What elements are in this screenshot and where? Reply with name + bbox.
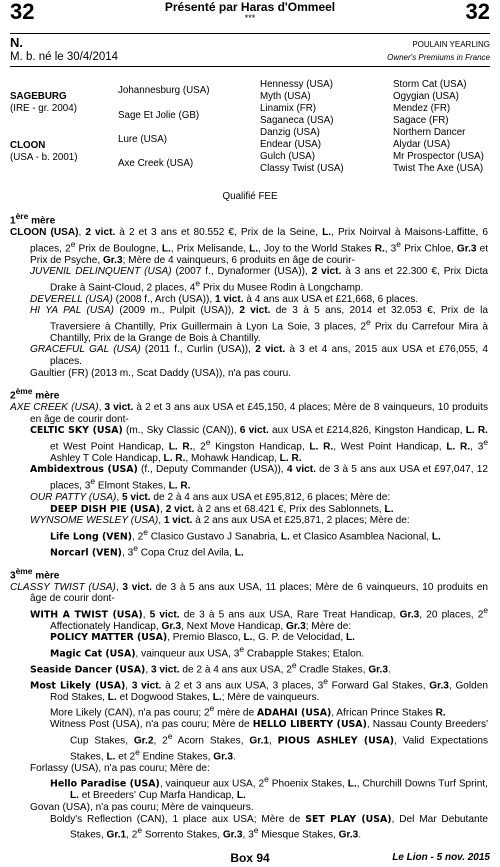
pedigree-dam	[10, 140, 78, 164]
produce-entry: WITH A TWIST (USA), 5 vict. de 3 à 5 ans aux USA, Rare Treat Handicap, Gr.3, 20 places, 2e Affectionately Handicap, Gr.3, Next Move Handicap, Gr.3; Mère de:	[30, 604, 488, 632]
gen3-item: Linamix (FR)	[260, 103, 317, 114]
produce-entry: Most Likely (USA), 3 vict. à 2 et 3 ans aux USA, 3 places, 3e Forward Gal Stakes, Gr.3, Golden Rod Stakes, L. et Dogwood Stakes, L.; Mère de vainqueurs.	[30, 675, 489, 703]
dam-record: AXE CREEK (USA), 3 vict. à 2 et 3 ans aux USA et £45,150, 4 places; Mère de 8 vainqueurs, 10 produits en âge de courir dont-	[10, 402, 488, 425]
section-label: mère	[31, 215, 56, 227]
pedigree-gen2-2: Sage Et Jolie (GB)	[118, 110, 200, 121]
dam-record: CLASSY TWIST (USA), 3 vict. de 3 à 5 ans aux USA, 11 places; Mère de 6 vainqueurs, 10 produits en âge de courir dont-	[10, 581, 488, 605]
gen4-item: Alydar (USA)	[393, 139, 451, 150]
produce-entry: OUR PATTY (USA), 5 vict. de 2 à 4 ans aux USA et £95,812, 6 places; Mère de:	[30, 491, 391, 503]
produce-entry: Boldy's Reflection (CAN), 1 place aux USA; Mère de SET PLAY (USA), Del Mar Debutante Stakes, Gr.1, 2e Sorrento Stakes, Gr.3, 3e Miesque Stakes, Gr.3.	[50, 813, 488, 841]
pedigree-gen2-4: Axe Creek (USA)	[118, 158, 194, 169]
pedigree-sire	[10, 91, 77, 115]
horse-description: M. b. né le 30/4/2014	[10, 51, 119, 63]
section-label: mère	[35, 390, 60, 402]
gen3-item: Classy Twist (USA)	[260, 163, 344, 174]
produce-entry: POLICY MATTER (USA), Premio Blasco, L., G. P. de Velocidad, L.	[50, 632, 355, 644]
section-heading-2: 2ème mère	[10, 386, 60, 402]
produce-entry: Hello Paradise (USA), vainqueur aux USA, 2e Phoenix Stakes, L., Churchill Downs Turf Sprint, L. et Breeders' Cup Marfa Handicap, L.	[50, 774, 488, 802]
premium-scheme: Owner's Premiums in France	[387, 53, 490, 62]
produce-entry: JUVENIL DELINQUENT (USA) (2007 f., Dynaformer (USA)), 2 vict. à 3 ans et 22.300 €, Prix Dicta Drake à Saint-Cloud, 2 places, 4e Prix du Musee Rodin à Longchamp.	[30, 266, 488, 294]
gen4-item: Ogygian (USA)	[393, 91, 459, 102]
horse-name: N.	[10, 35, 23, 50]
dam-name: CLOON	[10, 140, 46, 151]
produce-entry: WYNSOME WESLEY (USA), 1 vict. à 2 ans aux USA et £25,871, 2 places; Mère de:	[30, 515, 410, 527]
gen4-item: Storm Cat (USA)	[393, 79, 467, 90]
gen3-item: Endear (USA)	[260, 139, 321, 150]
produce-entry: Govan (USA), n'a pas couru; Mère de vainqueurs.	[30, 802, 254, 813]
produce-entry: Forlassy (USA), n'a pas couru; Mère de:	[30, 762, 210, 774]
produce-entry: HI YA PAL (USA) (2009 m., Pulpit (USA)), 2 vict. de 3 à 5 ans, 2014 et 32.053 €, Prix de la Traversiere à Chantilly, Prix Guillermain à Lyon La Soie, 3 places, 2e Prix du Carrefour Mira à Chantilly, Prix de la Grange de Bois à Chantilly.	[30, 305, 488, 344]
lot-number-right: 32	[465, 0, 490, 24]
produce-entry: Life Long (VEN), 2e Clasico Gustavo J Sanabria, L. et Clasico Asamblea Nacional, L.	[50, 526, 441, 543]
produce-entry: Ambidextrous (USA) (f., Deputy Commander (USA)), 4 vict. de 3 à 5 ans aux USA et £97,047, 12 places, 3e Elmont Stakes, L. R.	[30, 464, 488, 492]
sex-label: POULAIN YEARLING	[412, 40, 490, 49]
produce-entry: DEEP DISH PIE (USA), 2 vict. à 2 ans et 68.421 €, Prix des Sablonnets, L.	[50, 503, 394, 515]
section-heading-3: 3ème mère	[10, 565, 60, 582]
stars: ***	[244, 13, 256, 23]
produce-entry: More Likely (CAN), n'a pas couru; 2e mère de ADAHAI (USA), African Prince Stakes R.	[50, 703, 446, 719]
divider	[10, 66, 490, 67]
gen4-item: Northern Dancer	[393, 127, 466, 138]
sale-venue-date: Le Lion - 5 nov. 2015	[392, 852, 490, 863]
lot-number: 32	[10, 0, 35, 24]
produce-entry: Seaside Dancer (USA), 3 vict. de 2 à 4 ans aux USA, 2e Cradle Stakes, Gr.3.	[30, 659, 391, 676]
sire-info: (IRE - gr. 2004)	[10, 103, 77, 114]
pedigree-gen2-1: Johannesburg (USA)	[118, 85, 210, 96]
gen3-item: Hennessy (USA)	[260, 79, 333, 90]
footer	[0, 851, 500, 865]
sire-name: SAGEBURG	[10, 91, 67, 102]
gen3-item: Myth (USA)	[260, 91, 311, 102]
pedigree-gen2-3: Lure (USA)	[118, 134, 167, 145]
section-heading-1: 1ère mère	[10, 211, 56, 227]
produce-record	[10, 211, 488, 841]
pedigree-gen3	[260, 79, 344, 175]
produce-entry: Magic Cat (USA), vainqueur aux USA, 3e Crabapple Stakes; Etalon.	[50, 643, 365, 660]
box-number: Box 94	[230, 851, 270, 865]
presenter: Présenté par Haras d'Ommeel	[164, 0, 336, 14]
produce-entry: CELTIC SKY (USA) (m., Sky Classic (CAN)), 6 vict. aux USA et £214,826, Kingston Handicap, L. R. et West Point Handicap, L. R., 2e Kingston Handicap, L. R., West Point Handicap, L. R., 3e Ashley T Cole Handicap, L. R., Mohawk Handicap, L. R.	[30, 425, 488, 464]
gen4-item: Sagace (FR)	[393, 115, 449, 126]
gen4-item: Mr Prospector (USA)	[393, 151, 484, 162]
gen3-item: Saganeca (USA)	[260, 115, 334, 126]
divider	[10, 33, 490, 34]
dam-record: CLOON (USA), 2 vict. à 2 et 3 ans et 80.552 €, Prix de la Seine, L., Prix Noirval à Maisons-Laffitte, 6 places, 2e Prix de Boulogne, L., Prix Melisande, L., Joy to the World Stakes R., 3e Prix Chloe, Gr.3 et Prix de Psyche, Gr.3; Mère de 4 vainqueurs, 6 produits en âge de courir-	[10, 226, 489, 266]
pedigree-gen4	[393, 79, 484, 175]
produce-entry: GRACEFUL GAL (USA) (2011 f., Curlin (USA)), 2 vict. à 3 et 4 ans, 2015 aux USA et £76,055, 4 places.	[30, 344, 488, 367]
gen4-item: Twist The Axe (USA)	[393, 163, 484, 174]
dam-info: (USA - b. 2001)	[10, 152, 78, 163]
section-label: mère	[35, 570, 60, 582]
produce-entry: Norcarl (VEN), 3e Copa Cruz del Avila, L.	[50, 542, 244, 559]
produce-entry: Gaultier (FR) (2013 m., Scat Daddy (USA)), n'a pas couru.	[30, 367, 292, 379]
produce-entry: DEVERELL (USA) (2008 f., Arch (USA)), 1 vict. à 4 ans aux USA et £21,668, 6 places.	[30, 293, 419, 305]
gen3-item: Danzig (USA)	[260, 127, 320, 138]
gen4-item: Mendez (FR)	[393, 103, 451, 114]
gen3-item: Gulch (USA)	[260, 151, 315, 162]
produce-entry: Witness Post (USA), n'a pas couru; Mère de HELLO LIBERTY (USA), Nassau County Breeders' Cup Stakes, Gr.2, 2e Acorn Stakes, Gr.1, PIOUS ASHLEY (USA), Valid Expectations Stakes, L. et 2e Endine Stakes, Gr.3.	[50, 719, 489, 763]
qualification: Qualifié FEE	[222, 191, 278, 202]
